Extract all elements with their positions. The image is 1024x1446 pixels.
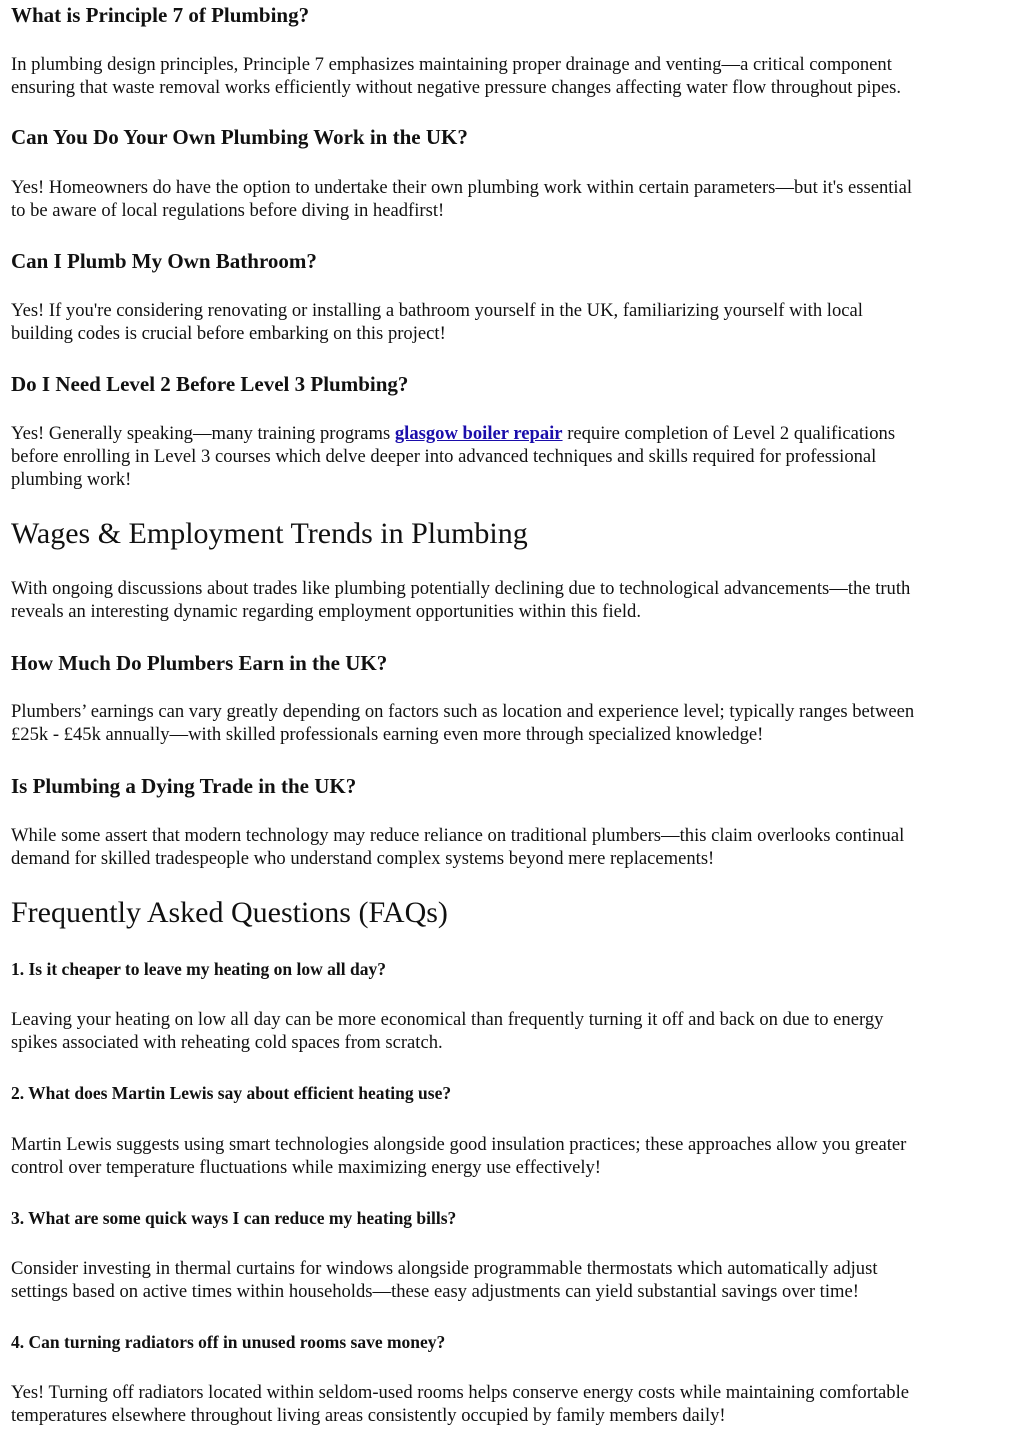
faq-answer-2 <box>11 1133 906 1179</box>
text-line: Consider investing in thermal curtains for windows alongside programmable thermostats which automatically adjust <box>11 1258 878 1279</box>
text-line: Yes! Turning off radiators located within seldom-used rooms helps conserve energy costs while maintaining comfortable <box>11 1382 910 1403</box>
heading-plumbers-earn: How Much Do Plumbers Earn in the UK? <box>11 651 388 675</box>
text-line: control over temperature fluctuations while maximizing energy use effectively! <box>11 1157 601 1178</box>
text-fragment: Yes! Generally speaking—many training programs <box>11 423 395 444</box>
faq-question-4: 4. Can turning radiators off in unused rooms save money? <box>11 1332 446 1352</box>
heading-own-plumbing-work: Can You Do Your Own Plumbing Work in the UK? <box>11 125 468 149</box>
text-line: Martin Lewis suggests using smart technologies alongside good insulation practices; these approaches allow you greater <box>11 1134 907 1155</box>
paragraph-principle-7 <box>11 53 901 99</box>
paragraph-own-bathroom <box>11 299 863 345</box>
heading-wages-employment: Wages & Employment Trends in Plumbing <box>11 517 528 550</box>
text-line: With ongoing discussions about trades like plumbing potentially declining due to technological advancements—the truth <box>11 578 911 599</box>
faq-question-1: 1. Is it cheaper to leave my heating on low all day? <box>11 959 386 979</box>
paragraph-dying-trade <box>11 824 904 870</box>
heading-own-bathroom: Can I Plumb My Own Bathroom? <box>11 249 317 273</box>
paragraph-wages-employment <box>11 577 910 623</box>
text-line: While some assert that modern technology may reduce reliance on traditional plumbers—this claim overlooks continual <box>11 825 905 846</box>
faq-question-2: 2. What does Martin Lewis say about efficient heating use? <box>11 1083 452 1103</box>
faq-answer-1 <box>11 1008 883 1054</box>
text-line: Plumbers’ earnings can vary greatly depending on factors such as location and experience level; typically ranges between <box>11 701 915 722</box>
faq-answer-4 <box>11 1381 909 1427</box>
text-line: to be aware of local regulations before diving in headfirst! <box>11 200 445 221</box>
text-line: reveals an interesting dynamic regarding employment opportunities within this field. <box>11 601 641 622</box>
heading-principle-7: What is Principle 7 of Plumbing? <box>11 3 310 27</box>
text-line: building codes is crucial before embarking on this project! <box>11 323 446 344</box>
text-line: £25k - £45k annually—with skilled professionals earning even more through specialized knowledge! <box>11 724 764 745</box>
glasgow-boiler-repair-link[interactable]: glasgow boiler repair <box>394 423 563 444</box>
faq-answer-3 <box>11 1257 878 1303</box>
text-line: demand for skilled tradespeople who understand complex systems beyond mere replacements! <box>11 848 715 869</box>
paragraph-own-plumbing-work <box>11 176 912 222</box>
heading-dying-trade: Is Plumbing a Dying Trade in the UK? <box>11 774 357 798</box>
heading-level-2: Do I Need Level 2 Before Level 3 Plumbing? <box>11 372 409 396</box>
text-line: Yes! If you're considering renovating or installing a bathroom yourself in the UK, familiarizing yourself with local <box>11 300 863 321</box>
text-line: temperatures elsewhere throughout living areas consistently occupied by family members daily! <box>11 1405 726 1426</box>
text-fragment: require completion of Level 2 qualifications <box>562 423 896 444</box>
heading-faqs: Frequently Asked Questions (FAQs) <box>11 896 448 929</box>
text-line: In plumbing design principles, Principle 7 emphasizes maintaining proper drainage and venting—a critical component <box>11 54 892 75</box>
paragraph-level-2 <box>11 422 895 491</box>
faq-question-3: 3. What are some quick ways I can reduce my heating bills? <box>11 1208 457 1228</box>
text-line: Leaving your heating on low all day can be more economical than frequently turning it off and back on due to energy <box>11 1009 884 1030</box>
text-line: plumbing work! <box>11 469 132 490</box>
text-line: ensuring that waste removal works efficiently without negative pressure changes affecting water flow throughout pipes. <box>11 77 902 98</box>
text-line: spikes associated with reheating cold spaces from scratch. <box>11 1032 443 1053</box>
text-line <box>11 422 895 445</box>
text-line: before enrolling in Level 3 courses which delve deeper into advanced techniques and skills required for professional <box>11 446 877 467</box>
text-line: settings based on active times within households—these easy adjustments can yield substantial savings over time! <box>11 1281 859 1302</box>
text-line: Yes! Homeowners do have the option to undertake their own plumbing work within certain parameters—but it's essential <box>11 177 912 198</box>
paragraph-plumbers-earn <box>11 700 914 746</box>
